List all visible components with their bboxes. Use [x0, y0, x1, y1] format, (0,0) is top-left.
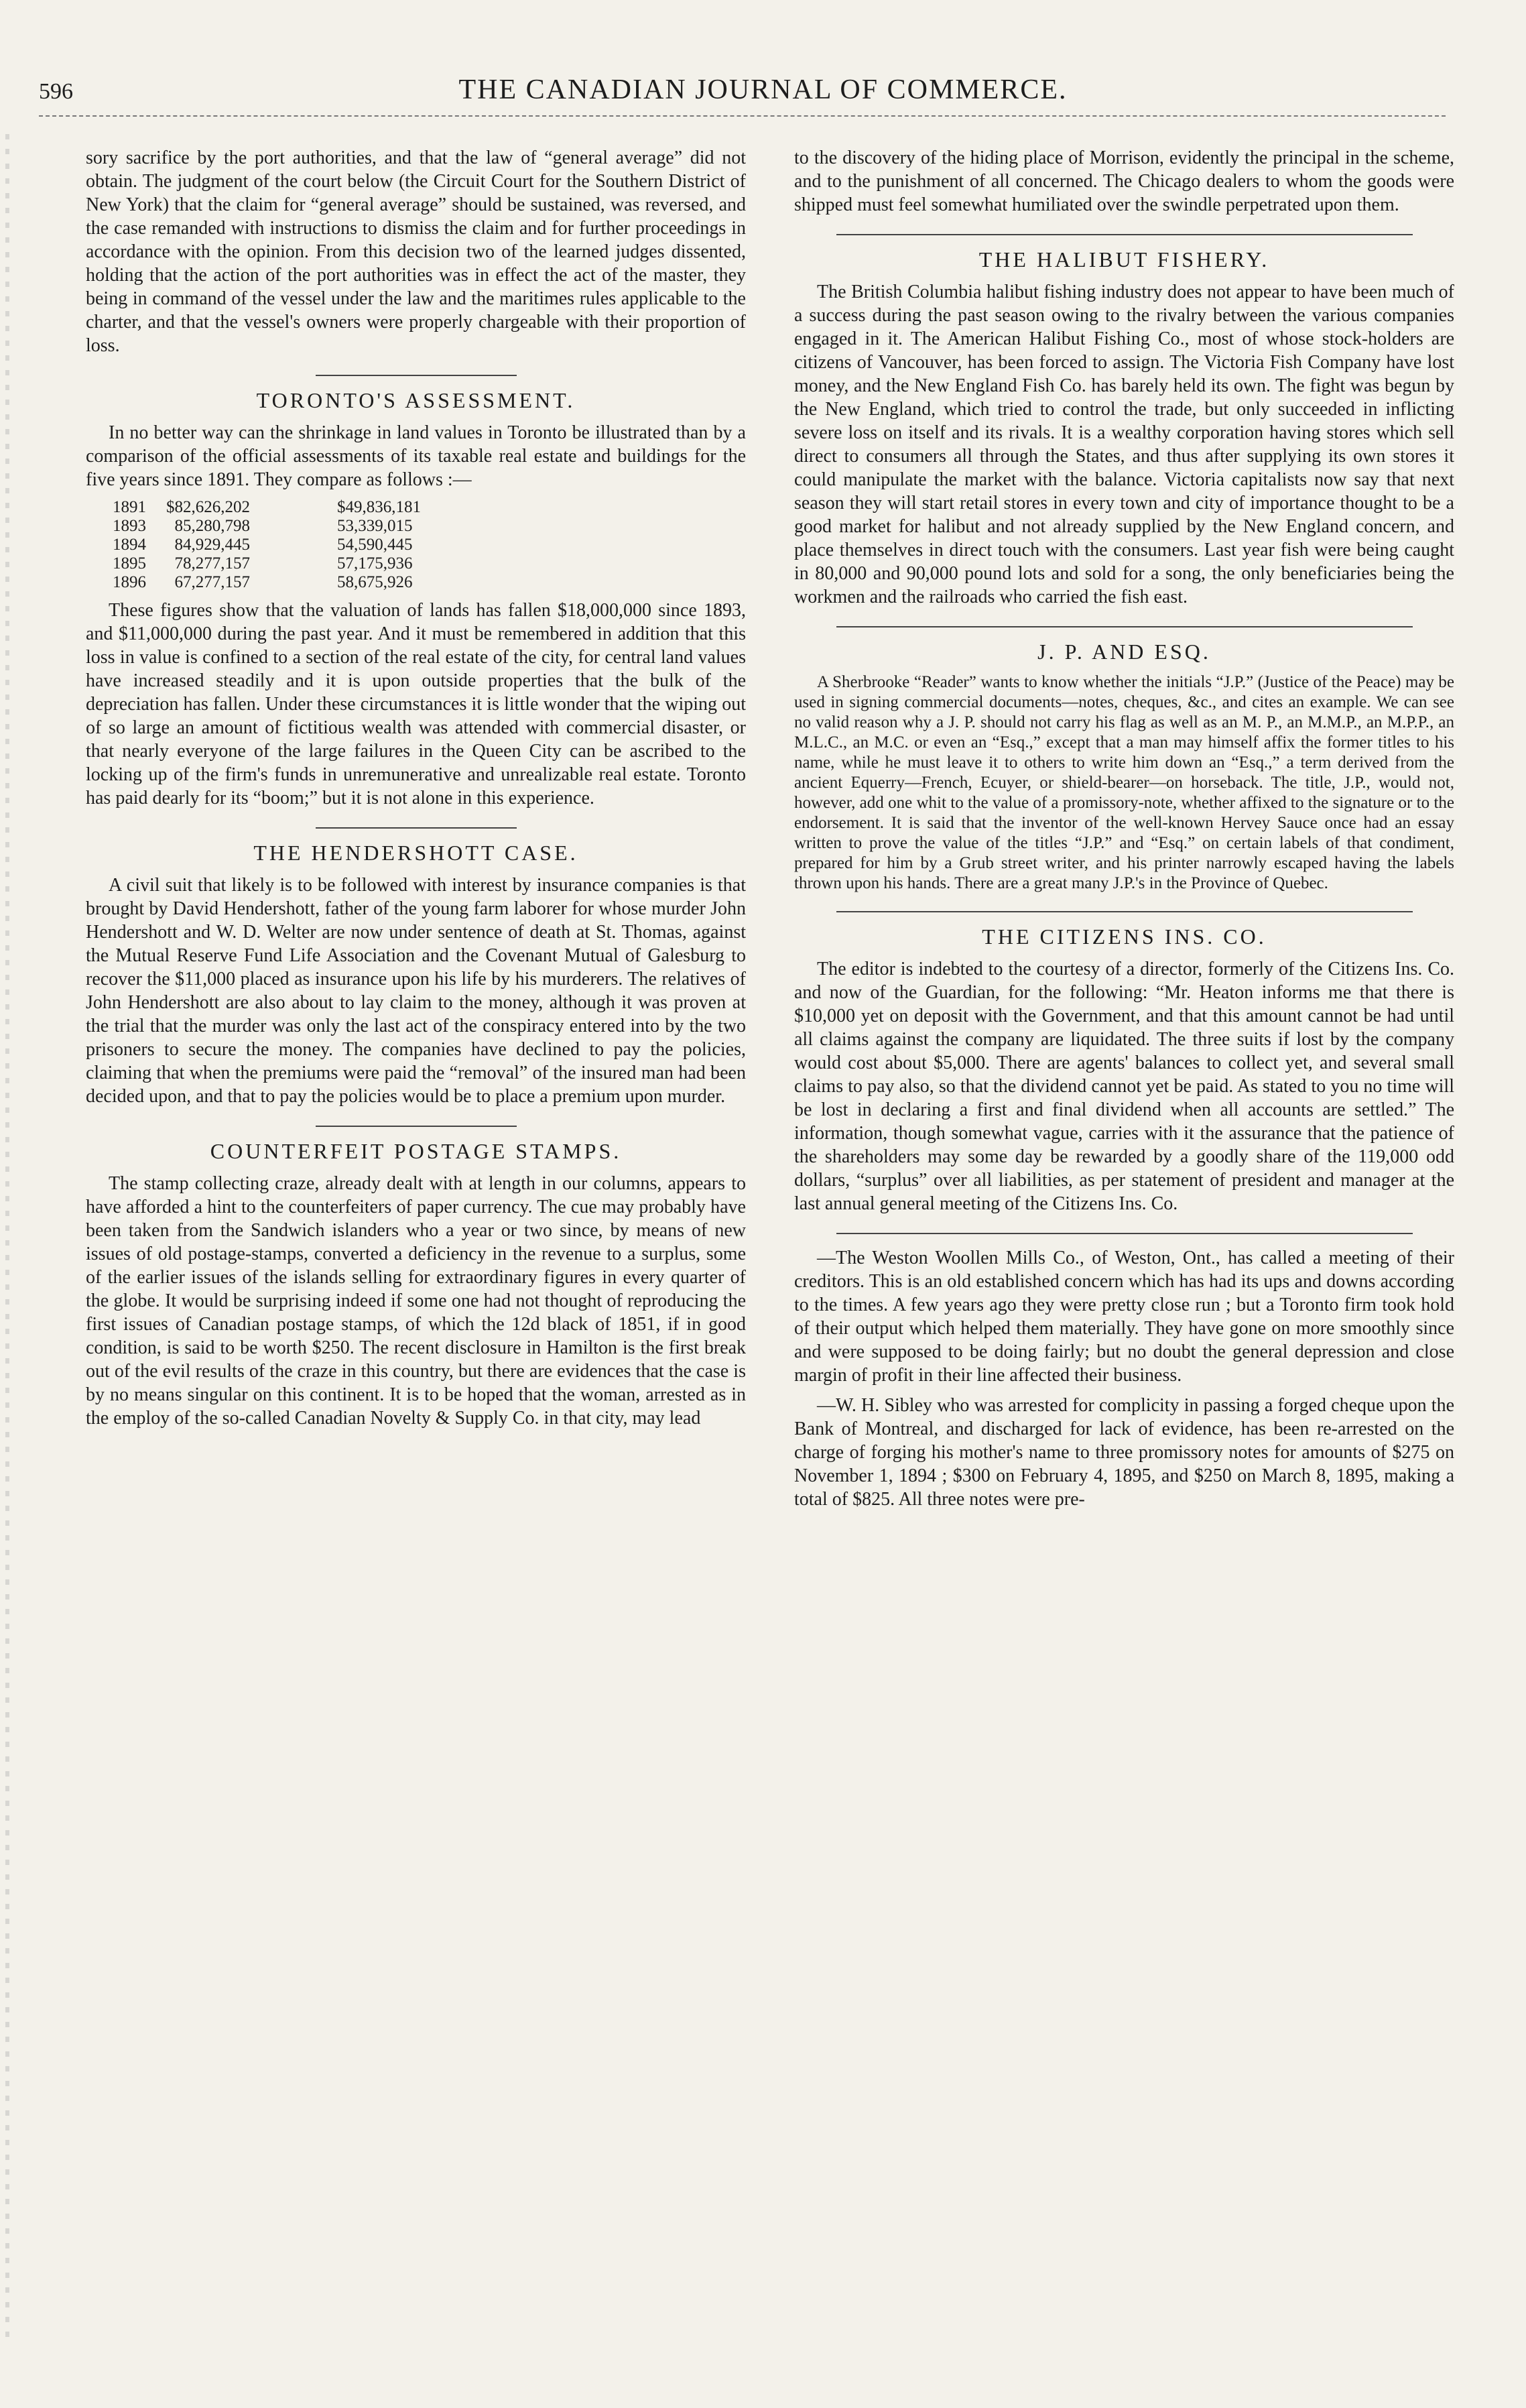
- land-value-cell: 78,277,157: [174, 554, 250, 573]
- jp-heading: J. P. AND ESQ.: [1037, 640, 1211, 664]
- land-value-cell: $82,626,202: [166, 498, 250, 516]
- continued-paragraph: to the discovery of the hiding place of Morrison, evidently the principal in the scheme, and to the punishment of all concerned. The Chicago dealers to whom the goods were shipped must feel somewhat humiliated over the swindle perpetrated upon them.: [794, 147, 1454, 215]
- toronto-paragraph-2: These figures show that the valuation of lands has fallen $18,000,000 since 1893, and $11,000,000 during the past year. And it must be remembered in addition that this loss in value is confined to a section of the real estate of the city, for central land values have increased steadily and it is upon outside properties that the bulk of the depreciation has fallen. Under these circumstances it is little wonder that the wiping out of so large an amount of fictitious wealth was attended with commercial disaster, or that nearly everyone of the large failures in the Queen City can be ascribed to the locking up of the firm's funds in unremunerative and unrealizable real estate. Toronto has paid dearly for its “boom;” but it is not alone in this experience.: [86, 600, 746, 808]
- buildings-value-cell: 57,175,936: [337, 554, 413, 573]
- assessment-table: [113, 498, 441, 592]
- buildings-value-cell: 58,675,926: [337, 573, 413, 591]
- right-column: [794, 146, 1454, 1518]
- assessment-row: [113, 554, 441, 573]
- assessment-row: [113, 517, 441, 536]
- buildings-value-cell: 54,590,445: [337, 536, 413, 554]
- year-cell: 1896: [113, 573, 146, 591]
- halibut-heading: THE HALIBUT FISHERY.: [978, 247, 1270, 272]
- year-cell: 1893: [113, 517, 146, 535]
- section-divider: [836, 911, 1413, 912]
- citizens-paragraph: The editor is indebted to the courtesy of a director, formerly of the Citizens Ins. Co. and now of the Guardian, for the following: “Mr. Heaton informs me that there is $10,000 yet on deposit with the Government, and that this amount cannot be had until all claims against the company are liquidated. The three suits if lost by the company would cost about $5,000. There are agents' balances to collect yet, and several small claims to pay also, so that the dividend cannot yet be paid. As stated to you no time will be lost in declaring a first and final dividend when all accounts are settled.” The information, though somewhat vague, carries with it the assurance that the patience of the shareholders may some day be rewarded by a goodly share of the 119,000 odd dollars, “surplus” over all liabilities, as per statement of president and manager at the last annual general meeting of the Citizens Ins. Co.: [794, 959, 1454, 1214]
- land-value-cell: 84,929,445: [174, 536, 250, 554]
- jp-paragraph: A Sherbrooke “Reader” wants to know whether the initials “J.P.” (Justice of the Peace) may be used in signing commercial documents—notes, cheques, &c., and cites an example. We can see no valid reason why a J. P. should not carry his flag as well as an M. P., an M.M.P., an M.P.P., an M.L.C., an M.C. or even an “Esq.,” except that a man may himself affix the former titles to his name, while he must leave it to others to write him down an “Esq.,” a term derived from the ancient Equerry—French, Ecuyer, or shield-bearer—on horseback. The title, J.P., would not, however, add one whit to the value of a promissory-note, whether affixed to the signature or to the endorsement. It is said that the inventor of the well-known Hervey Sauce once had an essay written to prove the value of the titles “J.P.” and “Esq.” on certain labels of that condiment, prepared for him by a Grub street writer, and his printer narrowly escaped having the labels thrown upon his hands. There are a great many J.P.'s in the Province of Quebec.: [794, 673, 1454, 892]
- left-column: [86, 146, 746, 1437]
- section-divider: [836, 1233, 1413, 1234]
- citizens-heading: THE CITIZENS INS. CO.: [982, 924, 1267, 949]
- buildings-value-cell: 53,339,015: [337, 517, 413, 535]
- assessment-row: [113, 498, 441, 517]
- halibut-paragraph: The British Columbia halibut fishing industry does not appear to have been much of a success during the past season owing to the rivalry between the various companies engaged in it. The American Halibut Fishing Co., most of whose stock-holders are citizens of Vancouver, has been forced to assign. The Victoria Fish Company have lost money, and the New England Fish Co. has barely held its own. The fight was begun by the New England, which tried to control the trade, but only succeeded in inflicting severe loss on itself and its rivals. It is a wealthy corporation having stores which sell direct to consumers all through the States, and thus after supplying its own stores it could manipulate the market with the balance. Victoria capitalists now say that next season they will start retail stores in every town and city of importance thought to be a good market for halibut and not already supplied by the New England concern, and place themselves in direct touch with the consumers. Last year fish were being caught in 80,000 and 90,000 pound lots and sold for a song, the only beneficiaries being the workmen and the railroads who carried the fish east.: [794, 282, 1454, 607]
- binding-margin: [5, 134, 9, 2346]
- land-value-cell: 67,277,157: [174, 573, 250, 591]
- section-divider: [316, 827, 517, 829]
- buildings-value-cell: $49,836,181: [337, 498, 421, 516]
- toronto-heading: TORONTO'S ASSESSMENT.: [256, 388, 576, 412]
- assessment-row: [113, 536, 441, 554]
- assessment-row: [113, 573, 441, 592]
- land-value-cell: 85,280,798: [174, 517, 250, 535]
- sibley-paragraph: —W. H. Sibley who was arrested for complicity in passing a forged cheque upon the Bank of Montreal, and discharged for lack of evidence, has been re-arrested on the charge of forging his mother's name to three promissory notes for amounts of $275 on November 1, 1894 ; $300 on February 4, 1895, and $250 on March 8, 1895, making a total of $825. All three notes were pre-: [794, 1395, 1454, 1510]
- section-divider: [836, 234, 1413, 235]
- toronto-paragraph-1: In no better way can the shrinkage in land values in Toronto be illustrated than by a comparison of the official assessments of its taxable real estate and buildings for the five years since 1891. They compare as follows :—: [86, 422, 746, 490]
- jp-body: [794, 672, 1454, 894]
- counterfeit-heading: COUNTERFEIT POSTAGE STAMPS.: [210, 1139, 622, 1163]
- weston-paragraph: —The Weston Woollen Mills Co., of Weston, Ont., has called a meeting of their creditors. This is an old established concern which has had its ups and downs according to the times. A few years ago they were pretty close run ; but a Toronto firm took hold of their output which helped them materially. They have gone on more smoothly since and were supposed to be doing fairly; but no doubt the general depression and close margin of profit in their line affected their business.: [794, 1248, 1454, 1386]
- header-rule: [39, 115, 1446, 117]
- running-title: THE CANADIAN JOURNAL OF COMMERCE.: [458, 74, 1068, 105]
- year-cell: 1895: [113, 554, 146, 573]
- year-cell: 1891: [113, 498, 146, 516]
- section-divider: [316, 375, 517, 376]
- section-divider: [316, 1126, 517, 1127]
- page-number: 596: [39, 79, 73, 104]
- intro-paragraph: sory sacrifice by the port authorities, and that the law of “general average” did not obtain. The judgment of the court below (the Circuit Court for the Southern District of New York) that the claim for “general average” should be sustained, was reversed, and the case remanded with instructions to dismiss the claim and for further proceedings in accordance with the opinion. From this decision two of the learned judges dissented, holding that the action of the port authorities was in effect the act of the master, they being in command of the vessel under the law and the maritimes rules applicable to the charter, and that the vessel's owners were properly chargeable with their proportion of loss.: [86, 147, 746, 356]
- counterfeit-paragraph: The stamp collecting craze, already dealt with at length in our columns, appears to have afforded a hint to the counterfeiters of paper currency. The cue may probably have been taken from the Sandwich islanders who a year or two since, by means of new issues of old postage-stamps, converted a deficiency in the revenue to a surplus, some of the earlier issues of the islands selling for extraordinary figures in every quarter of the globe. It would be surprising indeed if some one had not thought of reproducing the first issues of Canadian postage stamps, of which the 12d black of 1851, if in good condition, is said to be worth $250. The recent disclosure in Hamilton is the first break out of the evil results of the craze in this country, but there are evidences that the case is by no means singular on this continent. It is to be hoped that the woman, arrested as in the employ of the so-called Canadian Novelty & Supply Co. in that city, may lead: [86, 1173, 746, 1429]
- section-divider: [836, 626, 1413, 627]
- hendershott-paragraph: A civil suit that likely is to be followed with interest by insurance companies is that brought by David Hendershott, father of the young farm laborer for whose murder John Hendershott and W. D. Welter are now under sentence of death at St. Thomas, against the Mutual Reserve Fund Life Association and the Covenant Mutual of Galesburg to recover the $11,000 placed as insurance upon his life by his murderers. The relatives of John Hendershott are also about to lay claim to the money, although it was proven at the trial that the murder was only the last act of the conspiracy entered into by the two prisoners to secure the money. The companies have declined to pay the policies, claiming that when the premiums were paid the “removal” of the insured man had been decided upon, and that to pay the policies would be to place a premium upon murder.: [86, 875, 746, 1107]
- year-cell: 1894: [113, 536, 146, 554]
- hendershott-heading: THE HENDERSHOTT CASE.: [253, 841, 578, 865]
